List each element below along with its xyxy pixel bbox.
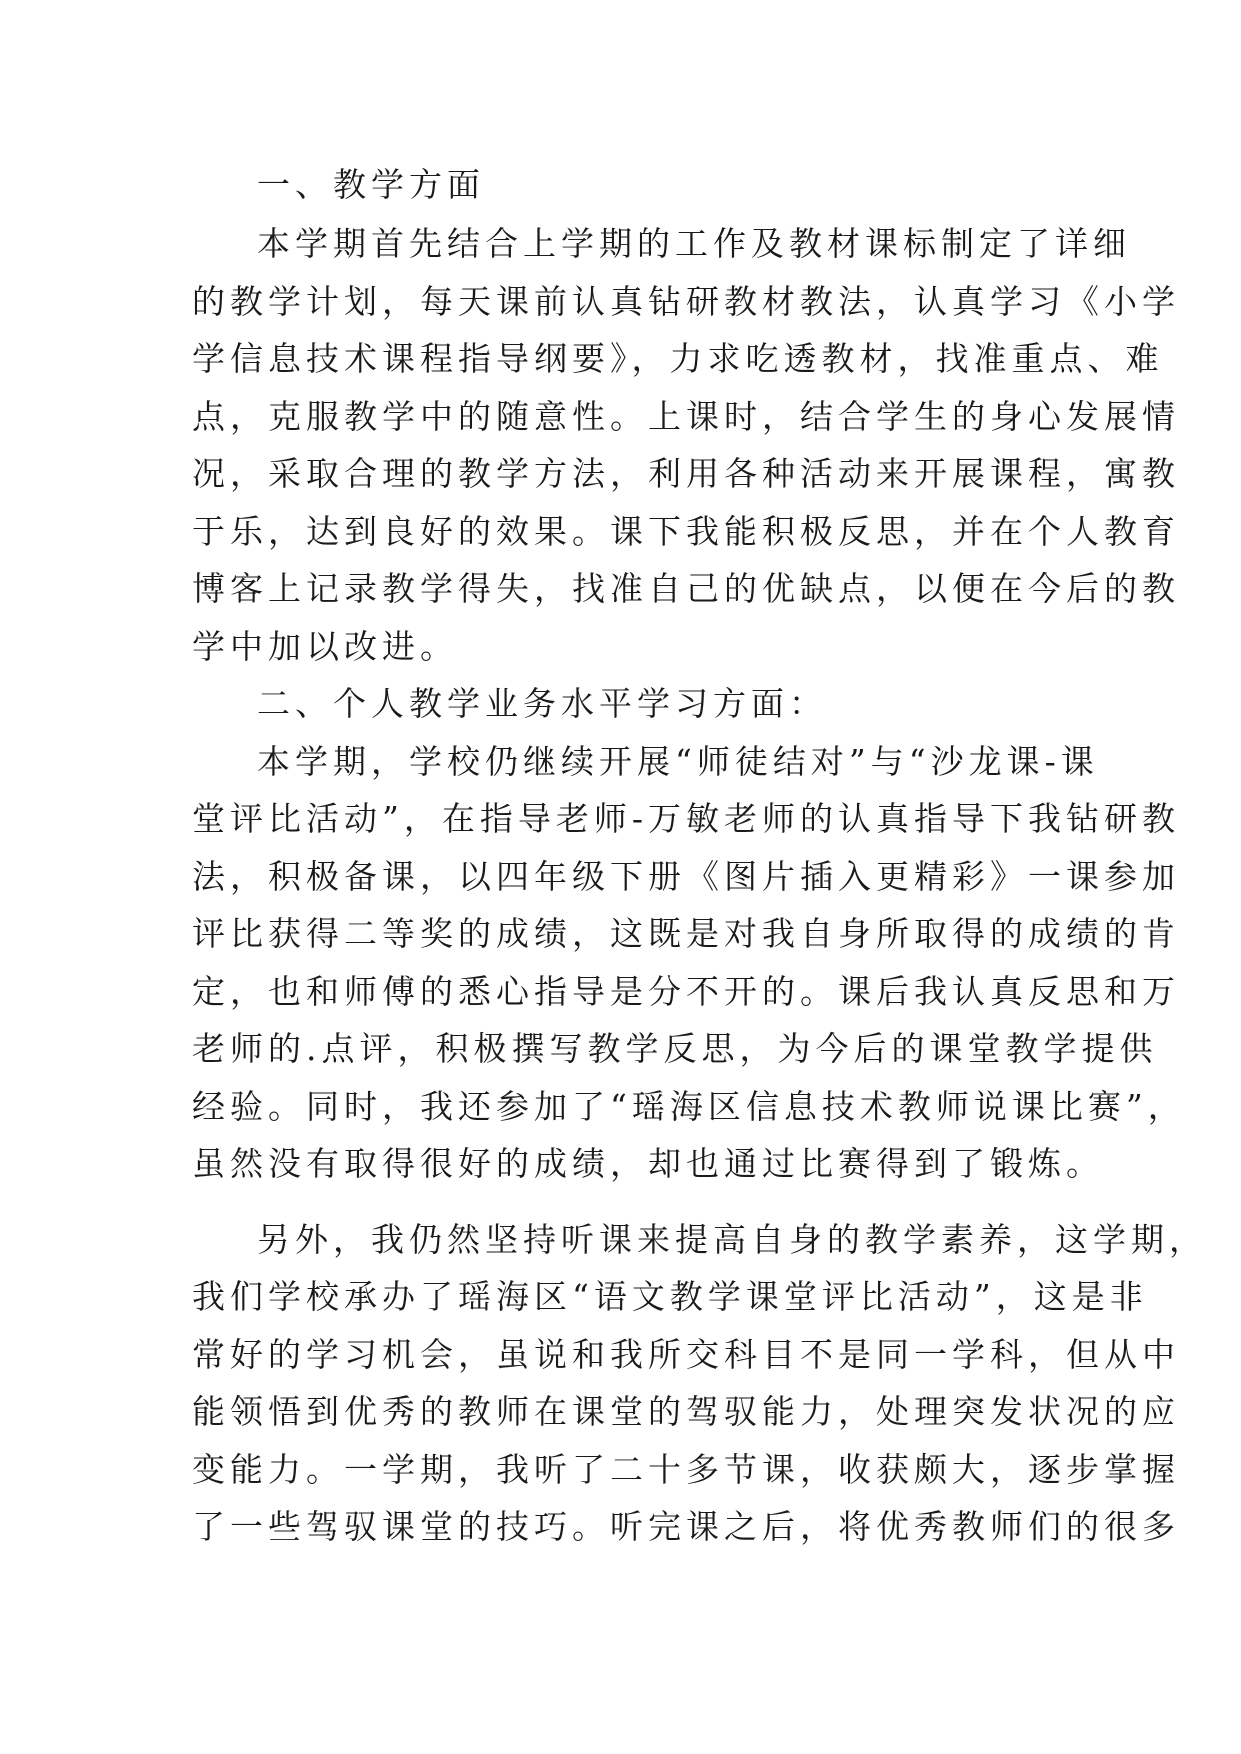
- heading-personal-study: 二、个人教学业务水平学习方面：: [257, 684, 827, 723]
- paragraph-line: 能领悟到优秀的教师在课堂的驾驭能力，处理突发状况的应: [192, 1392, 1180, 1431]
- paragraph-line: 本学期，学校仍继续开展“师徒结对”与“沙龙课-课: [257, 742, 1099, 781]
- paragraph-line: 法，积极备课，以四年级下册《图片插入更精彩》一课参加: [192, 857, 1180, 896]
- paragraph-line: 评比获得二等奖的成绩，这既是对我自身所取得的成绩的肯: [192, 914, 1180, 953]
- paragraph-line: 另外，我仍然坚持听课来提高自身的教学素养，这学期，: [257, 1220, 1207, 1259]
- paragraph-line: 堂评比活动”，在指导老师-万敏老师的认真指导下我钻研教: [192, 799, 1181, 838]
- paragraph-line: 博客上记录教学得失，找准自己的优缺点，以便在今后的教: [192, 569, 1180, 608]
- paragraph-line: 的教学计划，每天课前认真钻研教材教法，认真学习《小学: [192, 282, 1180, 321]
- paragraph-line: 定，也和师傅的悉心指导是分不开的。课后我认真反思和万: [192, 972, 1180, 1011]
- paragraph-line: 我们学校承办了瑶海区“语文教学课堂评比活动”，这是非: [192, 1277, 1148, 1316]
- paragraph-line: 变能力。一学期，我听了二十多节课，收获颇大，逐步掌握: [192, 1450, 1180, 1489]
- paragraph-line: 点，克服教学中的随意性。上课时，结合学生的身心发展情: [192, 397, 1180, 436]
- paragraph-line: 学中加以改进。: [192, 627, 458, 666]
- paragraph-line: 经验。同时，我还参加了“瑶海区信息技术教师说课比赛”，: [192, 1087, 1186, 1126]
- paragraph-line: 于乐，达到良好的效果。课下我能积极反思，并在个人教育: [192, 512, 1180, 551]
- paragraph-line: 本学期首先结合上学期的工作及教材课标制定了详细: [257, 224, 1131, 263]
- heading-teaching: 一、教学方面: [257, 165, 485, 204]
- paragraph-line: 学信息技术课程指导纲要》，力求吃透教材，找准重点、难: [192, 339, 1164, 378]
- paragraph-line: 虽然没有取得很好的成绩，却也通过比赛得到了锻炼。: [192, 1144, 1104, 1183]
- paragraph-line: 了一些驾驭课堂的技巧。听完课之后，将优秀教师们的很多: [192, 1507, 1180, 1546]
- paragraph-line: 常好的学习机会，虽说和我所交科目不是同一学科，但从中: [192, 1335, 1180, 1374]
- paragraph-line: 老师的.点评，积极撰写教学反思，为今后的课堂教学提供: [192, 1029, 1158, 1068]
- paragraph-line: 况，采取合理的教学方法，利用各种活动来开展课程，寓教: [192, 454, 1180, 493]
